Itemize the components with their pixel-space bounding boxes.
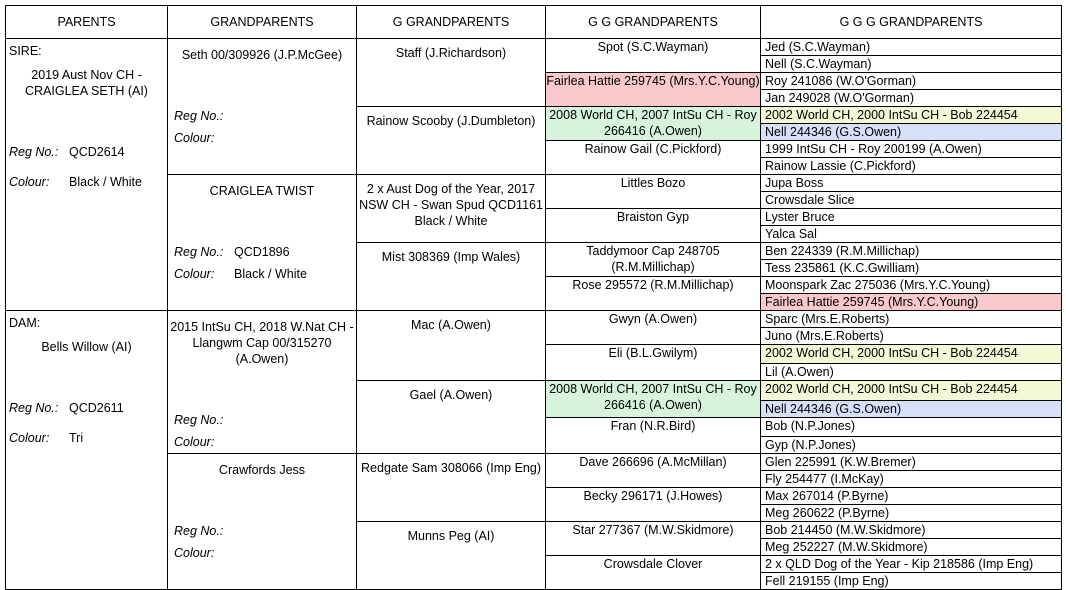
gg-grandparent-cell — [546, 454, 761, 488]
sire-name: 2019 Aust Nov CH - CRAIGLEA SETH (AI) — [25, 68, 148, 98]
grandparent-details-inner — [168, 409, 356, 453]
gg-grandparent-name: Crowsdale Clover — [603, 557, 703, 571]
gg-grandparent-name: Star 277367 (M.W.Skidmore) — [572, 523, 734, 537]
grandparent-details — [168, 478, 356, 564]
ggg-grandparent-name: Rainow Lassie (C.Pickford) — [765, 159, 916, 173]
ggg-grandparent-name: Tess 235861 (K.C.Gwilliam) — [765, 261, 920, 275]
g-grandparent-name: Gael (A.Owen) — [409, 388, 493, 403]
gg-grandparent-cell — [546, 417, 761, 453]
ggg-grandparent-cell — [761, 141, 1062, 158]
ggg-grandparent-cell — [761, 328, 1062, 345]
grandparent-reg-row — [168, 105, 356, 127]
gg-grandparent-cell — [546, 209, 761, 243]
ggg-grandparent-name: Ben 224339 (R.M.Millichap) — [765, 244, 920, 258]
column-header — [761, 6, 1062, 39]
g-grandparent-cell — [357, 311, 546, 381]
ggg-grandparent-name: Nell (S.C.Wayman) — [765, 57, 872, 71]
pedigree-row — [6, 39, 1062, 56]
colour-label: Colour: — [9, 431, 50, 445]
gg-grandparent-name: 2008 World CH, 2007 IntSu CH - Roy 266416 (A.Owen) — [549, 382, 757, 413]
pedigree-row — [6, 311, 1062, 328]
g-grandparent-name: Redgate Sam 308066 (Imp Eng) — [361, 461, 541, 475]
grandparent-details-inner — [168, 105, 356, 149]
ggg-grandparent-cell — [761, 192, 1062, 209]
gg-grandparent-name: Gwyn (A.Owen) — [608, 312, 698, 326]
colour-label: Colour: — [174, 435, 215, 449]
grandparent-details-inner — [168, 520, 356, 564]
dam-reg-row — [6, 393, 167, 423]
grandparent-colour-row — [168, 263, 356, 285]
column-header-label: GRANDPARENTS — [210, 15, 314, 29]
ggg-grandparent-cell — [761, 73, 1062, 90]
ggg-grandparent-cell — [761, 345, 1062, 364]
sire-title: SIRE: — [9, 44, 42, 58]
column-header — [168, 6, 357, 39]
grandparent-name: CRAIGLEA TWIST — [209, 184, 315, 198]
ggg-grandparent-name: Yalca Sal — [765, 227, 817, 241]
sire-colour-row — [6, 167, 167, 197]
sire-spacer — [6, 99, 167, 137]
ggg-grandparent-cell — [761, 471, 1062, 488]
ggg-grandparent-cell — [761, 522, 1062, 539]
ggg-grandparent-name: Moonspark Zac 275036 (Mrs.Y.C.Young) — [765, 278, 991, 292]
dam-colour-row — [6, 423, 167, 453]
ggg-grandparent-name: Fairlea Hattie 259745 (Mrs.Y.C.Young) — [765, 295, 979, 309]
grandparent-colour-value: Black / White — [234, 267, 307, 281]
sire-reg-value: QCD2614 — [69, 145, 125, 159]
grandparent-reg-row — [168, 409, 356, 431]
ggg-grandparent-cell — [761, 556, 1062, 573]
grandparent-details — [168, 63, 356, 149]
ggg-grandparent-cell — [761, 175, 1062, 192]
gg-grandparent-cell — [546, 175, 761, 209]
ggg-grandparent-cell — [761, 488, 1062, 505]
ggg-grandparent-name: 2002 World CH, 2000 IntSu CH - Bob 224454 — [765, 346, 1018, 360]
sire-cell — [6, 39, 168, 311]
ggg-grandparent-name: Meg 260622 (P.Byrne) — [765, 506, 890, 520]
grandparent-cell — [168, 39, 357, 175]
header-row — [6, 6, 1062, 39]
ggg-grandparent-name: Bob (N.P.Jones) — [765, 418, 856, 433]
ggg-grandparent-cell — [761, 107, 1062, 124]
gg-grandparent-cell — [546, 141, 761, 175]
grandparent-cell — [168, 454, 357, 590]
sire-reg-row — [6, 137, 167, 167]
ggg-grandparent-cell — [761, 243, 1062, 260]
column-header-label: PARENTS — [57, 15, 116, 29]
g-grandparent-cell — [357, 175, 546, 243]
grandparent-cell — [168, 175, 357, 311]
grandparent-reg-row — [168, 520, 356, 542]
ggg-grandparent-name: 2002 World CH, 2000 IntSu CH - Bob 224454 — [765, 382, 1018, 397]
ggg-grandparent-cell — [761, 277, 1062, 294]
ggg-grandparent-name: Sparc (Mrs.E.Roberts) — [765, 312, 890, 326]
gg-grandparent-name: Eli (B.L.Gwilym) — [608, 346, 698, 360]
reg-label: Reg No.: — [174, 109, 224, 123]
ggg-grandparent-name: Gyp (N.P.Jones) — [765, 438, 856, 452]
column-header-label: G G G GRANDPARENTS — [839, 15, 983, 29]
ggg-grandparent-cell — [761, 158, 1062, 175]
ggg-grandparent-name: Jan 249028 (W.O'Gorman) — [765, 91, 914, 105]
ggg-grandparent-name: Max 267014 (P.Byrne) — [765, 489, 889, 503]
grandparent-details — [168, 367, 356, 453]
column-header-label: G G GRANDPARENTS — [588, 15, 718, 29]
reg-label: Reg No.: — [174, 413, 224, 427]
ggg-grandparent-cell — [761, 437, 1062, 454]
gg-grandparent-name: Taddymoor Cap 248705 (R.M.Millichap) — [586, 244, 720, 274]
ggg-grandparent-name: Lil (A.Owen) — [765, 365, 834, 380]
ggg-grandparent-cell — [761, 294, 1062, 311]
ggg-grandparent-cell — [761, 381, 1062, 400]
gg-grandparent-cell — [546, 522, 761, 556]
ggg-grandparent-name: Bob 214450 (M.W.Skidmore) — [765, 523, 926, 537]
reg-label: Reg No.: — [9, 401, 59, 415]
ggg-grandparent-name: Glen 225991 (K.W.Bremer) — [765, 455, 916, 469]
gg-grandparent-name: Dave 266696 (A.McMillan) — [579, 455, 727, 469]
ggg-grandparent-name: Jed (S.C.Wayman) — [765, 40, 871, 54]
colour-label: Colour: — [9, 175, 50, 189]
grandparent-name: 2015 IntSu CH, 2018 W.Nat CH - Llangwm Cap 00/315270 (A.Owen) — [170, 320, 354, 366]
g-grandparent-name: Rainow Scooby (J.Dumbleton) — [366, 114, 536, 128]
gg-grandparent-cell — [546, 311, 761, 345]
g-grandparent-name: Staff (J.Richardson) — [395, 46, 507, 60]
grandparent-details-inner — [168, 241, 356, 285]
reg-label: Reg No.: — [174, 245, 224, 259]
dam-title: DAM: — [9, 316, 41, 330]
ggg-grandparent-cell — [761, 209, 1062, 226]
gg-grandparent-cell — [546, 277, 761, 311]
ggg-grandparent-cell — [761, 364, 1062, 381]
ggg-grandparent-name: Crowsdale Slice — [765, 193, 855, 207]
ggg-grandparent-name: Meg 252227 (M.W.Skidmore) — [765, 540, 928, 554]
gg-grandparent-cell — [546, 243, 761, 277]
g-grandparent-name: Mist 308369 (Imp Wales) — [381, 250, 521, 264]
reg-label: Reg No.: — [9, 145, 59, 159]
ggg-grandparent-name: Juno (Mrs.E.Roberts) — [765, 329, 884, 343]
colour-label: Colour: — [174, 267, 215, 281]
grandparent-cell — [168, 311, 357, 454]
colour-label: Colour: — [174, 131, 215, 145]
ggg-grandparent-name: Lyster Bruce — [765, 210, 835, 224]
gg-grandparent-name: Fran (N.R.Bird) — [610, 418, 696, 433]
gg-grandparent-cell — [546, 39, 761, 73]
gg-grandparent-cell — [546, 345, 761, 381]
g-grandparent-cell — [357, 39, 546, 107]
ggg-grandparent-cell — [761, 260, 1062, 277]
g-grandparent-cell — [357, 381, 546, 454]
dam-reg-value: QCD2611 — [69, 401, 124, 415]
ggg-grandparent-cell — [761, 505, 1062, 522]
ggg-grandparent-cell — [761, 56, 1062, 73]
gg-grandparent-name: Braiston Gyp — [616, 210, 690, 224]
g-grandparent-cell — [357, 107, 546, 175]
grandparent-details — [168, 199, 356, 285]
ggg-grandparent-name: Nell 244346 (G.S.Owen) — [765, 401, 902, 416]
gg-grandparent-cell — [546, 556, 761, 590]
ggg-grandparent-name: Fell 219155 (Imp Eng) — [765, 574, 889, 588]
g-grandparent-cell — [357, 522, 546, 590]
grandparent-reg-row — [168, 241, 356, 263]
gg-grandparent-cell — [546, 107, 761, 141]
ggg-grandparent-cell — [761, 539, 1062, 556]
gg-grandparent-name: Littles Bozo — [620, 176, 686, 190]
dam-colour-value: Tri — [69, 431, 84, 445]
g-grandparent-name: Mac (A.Owen) — [411, 318, 491, 332]
ggg-grandparent-cell — [761, 311, 1062, 328]
dam-cell — [6, 311, 168, 590]
g-grandparent-cell — [357, 454, 546, 522]
grandparent-reg-value: QCD1896 — [234, 245, 290, 259]
column-header — [357, 6, 546, 39]
column-header — [546, 6, 761, 39]
gg-grandparent-name: Rainow Gail (C.Pickford) — [584, 142, 722, 156]
ggg-grandparent-cell — [761, 124, 1062, 141]
ggg-grandparent-name: Nell 244346 (G.S.Owen) — [765, 125, 902, 139]
ggg-grandparent-name: Jupa Boss — [765, 176, 824, 190]
colour-label: Colour: — [174, 546, 215, 560]
g-grandparent-cell — [357, 243, 546, 311]
grandparent-colour-row — [168, 431, 356, 453]
ggg-grandparent-name: 2 x QLD Dog of the Year - Kip 218586 (Imp Eng) — [765, 557, 1034, 571]
ggg-grandparent-name: 1999 IntSu CH - Roy 200199 (A.Owen) — [765, 142, 982, 156]
dam-name: Bells Willow (AI) — [41, 340, 132, 354]
ggg-grandparent-cell — [761, 39, 1062, 56]
ggg-grandparent-cell — [761, 90, 1062, 107]
g-grandparent-name: Munns Peg (AI) — [407, 529, 495, 543]
gg-grandparent-name: Spot (S.C.Wayman) — [597, 40, 709, 54]
grandparent-colour-row — [168, 542, 356, 564]
ggg-grandparent-name: 2002 World CH, 2000 IntSu CH - Bob 224454 — [765, 108, 1018, 122]
gg-grandparent-name: Rose 295572 (R.M.Millichap) — [572, 278, 734, 292]
column-header — [6, 6, 168, 39]
reg-label: Reg No.: — [174, 524, 224, 538]
g-grandparent-name: 2 x Aust Dog of the Year, 2017 NSW CH - Swan Spud QCD1161 Black / White — [359, 182, 543, 228]
gg-grandparent-name: Becky 296171 (J.Howes) — [583, 489, 723, 503]
ggg-grandparent-cell — [761, 417, 1062, 436]
gg-grandparent-name: 2008 World CH, 2007 IntSu CH - Roy 266416 (A.Owen) — [549, 108, 757, 138]
gg-grandparent-cell — [546, 381, 761, 417]
gg-grandparent-cell — [546, 73, 761, 107]
dam-spacer — [6, 355, 167, 393]
ggg-grandparent-cell — [761, 573, 1062, 590]
column-header-label: G GRANDPARENTS — [392, 15, 510, 29]
gg-grandparent-name: Fairlea Hattie 259745 (Mrs.Y.C.Young) — [546, 74, 760, 88]
grandparent-name: Seth 00/309926 (J.P.McGee) — [181, 48, 343, 62]
grandparent-colour-row — [168, 127, 356, 149]
ggg-grandparent-cell — [761, 226, 1062, 243]
ggg-grandparent-name: Fly 254477 (I.McKay) — [765, 472, 884, 486]
ggg-grandparent-cell — [761, 400, 1062, 417]
gg-grandparent-cell — [546, 488, 761, 522]
grandparent-name: Crawfords Jess — [218, 463, 306, 477]
pedigree-table — [5, 5, 1062, 590]
ggg-grandparent-cell — [761, 454, 1062, 471]
ggg-grandparent-name: Roy 241086 (W.O'Gorman) — [765, 74, 917, 88]
sire-colour-value: Black / White — [69, 175, 142, 189]
